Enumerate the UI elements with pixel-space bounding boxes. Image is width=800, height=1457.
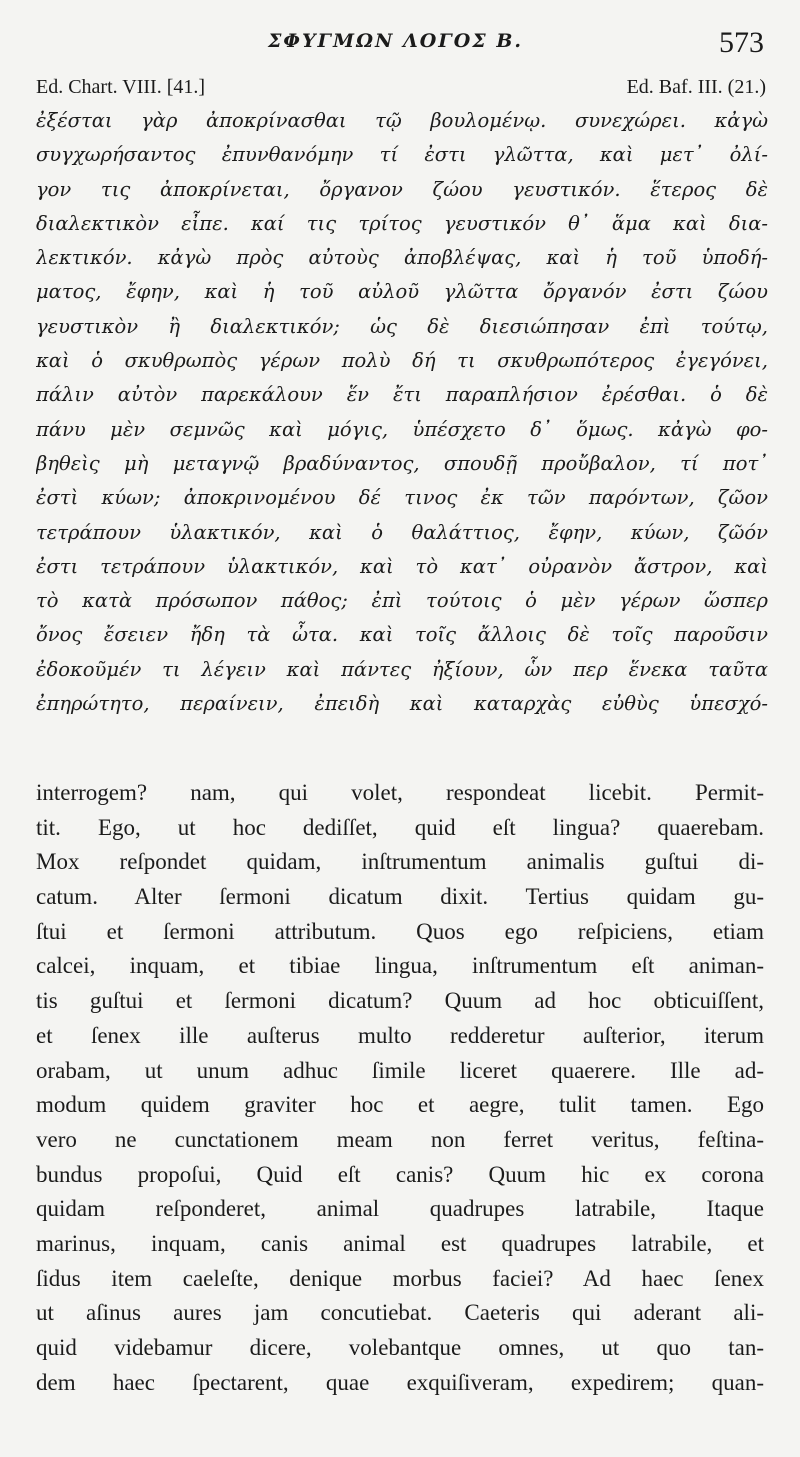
greek-text-line: πάνυ μὲν σεμνῶς καὶ μόγις, ὑπέσχετο δ᾽ ὅμως. κἀγὼ φο- (36, 417, 768, 441)
latin-text-line: calcei, inquam, et tibiae lingua, inſtrumentum eſt animan- (36, 953, 764, 979)
latin-text-line: et ſenex ille auſterus multo redderetur auſterior, iterum (36, 1022, 764, 1048)
greek-text-line: τετράπουν ὑλακτικόν, καὶ ὁ θαλάττιος, ἔφην, κύων, ζῶόν (36, 520, 768, 544)
greek-text-line: ἐδοκοῦμέν τι λέγειν καὶ πάντες ἠξίουν, ὧν περ ἕνεκα ταῦτα (36, 657, 768, 681)
edition-chart-reference: Ed. Chart. VIII. [41.] (36, 76, 206, 98)
edition-basel-reference: Ed. Baf. III. (21.) (626, 76, 766, 98)
latin-text-line: tis guſtui et ſermoni dicatum? Quum ad hoc obticuiſſent, (36, 988, 764, 1014)
latin-text-line: catum. Alter ſermoni dicatum dixit. Tertius quidam gu- (36, 884, 764, 910)
greek-text-line: γευστικὸν ἢ διαλεκτικόν; ὡς δὲ διεσιώπησαν ἐπὶ τούτῳ, (36, 314, 768, 338)
greek-text-line: καὶ ὁ σκυθρωπὸς γέρων πολὺ δή τι σκυθρωπότερος ἐγεγόνει, (36, 349, 768, 373)
page-number: 573 (719, 26, 764, 59)
latin-text-line: marinus, inquam, canis animal est quadrupes latrabile, et (36, 1230, 764, 1256)
greek-text-line: ἐπηρώτητο, περαίνειν, ἐπειδὴ καὶ καταρχὰς εὐθὺς ὑπεσχό- (36, 692, 768, 716)
greek-text-line: διαλεκτικὸν εἶπε. καί τις τρίτος γευστικόν θ᾽ ἅμα καὶ δια- (36, 211, 768, 235)
latin-text-line: quidam reſponderet, animal quadrupes latrabile, Itaque (36, 1196, 764, 1222)
latin-text-line: interrogem? nam, qui volet, respondeat licebit. Permit- (36, 780, 764, 805)
greek-text-line: βηθεὶς μὴ μεταγνῷ βραδύναντος, σπουδῇ προὔβαλον, τί ποτ᾽ (36, 451, 768, 475)
greek-text-line: ἐστι τετράπουν ὑλακτικόν, καὶ τὸ κατ᾽ οὐρανὸν ἄστρον, καὶ (36, 554, 768, 578)
latin-text-line: vero ne cunctationem meam non ferret veritus, feſtina- (36, 1126, 764, 1152)
greek-text-line: ματος, ἔφην, καὶ ἡ τοῦ αὐλοῦ γλῶττα ὄργανόν ἐστι ζώου (36, 280, 768, 304)
greek-text-line: ἐστὶ κύων; ἀποκρινομένου δέ τινος ἐκ τῶν παρόντων, ζῶον (36, 486, 768, 510)
latin-text-line: Mox reſpondet quidam, inſtrumentum animalis guſtui di- (36, 849, 764, 875)
latin-text-line: bundus propoſui, Quid eſt canis? Quum hic ex corona (36, 1161, 764, 1187)
greek-text-line: πάλιν αὐτὸν παρεκάλουν ἕν ἔτι παραπλήσιον ἐρέσθαι. ὁ δὲ (36, 383, 768, 407)
latin-text-line: quid videbamur dicere, volebantque omnes, ut quo tan- (36, 1335, 764, 1360)
latin-text-line: dem haec ſpectarent, quae exquiſiveram, expedirem; quan- (36, 1369, 764, 1395)
latin-text-line: orabam, ut unum adhuc ſimile liceret quaerere. Ille ad- (36, 1057, 764, 1083)
greek-text-block (36, 104, 768, 721)
greek-text-line: συγχωρήσαντος ἐπυνθανόμην τί ἐστι γλῶττα, καὶ μετ᾽ ὀλί- (36, 143, 768, 167)
greek-text-line: ἐξέσται γὰρ ἀποκρίνασθαι τῷ βουλομένῳ. συνεχώρει. κἀγὼ (36, 109, 768, 132)
latin-text-line: ſtui et ſermoni attributum. Quos ego reſpiciens, etiam (36, 918, 764, 944)
latin-text-line: ſidus item caeleſte, denique morbus faciei? Ad haec ſenex (36, 1265, 764, 1291)
greek-text-line: γον τις ἀποκρίνεται, ὄργανον ζώου γευστικόν. ἕτερος δὲ (36, 177, 768, 201)
latin-text-block (36, 776, 764, 1400)
edition-line (36, 76, 766, 102)
running-head-title: ΣΦΥΓΜΩΝ ΛΟΓΟΣ Β. (268, 30, 524, 52)
running-head (0, 26, 800, 60)
greek-text-line: λεκτικόν. κἀγὼ πρὸς αὐτοὺς ἀποβλέψας, καὶ ἡ τοῦ ὑποδή- (36, 246, 768, 270)
latin-text-line: modum quidem graviter hoc et aegre, tulit tamen. Ego (36, 1092, 764, 1118)
latin-text-line: tit. Ego, ut hoc dediſſet, quid eſt lingua? quaerebam. (36, 814, 764, 840)
greek-text-line: τὸ κατὰ πρόσωπον πάθος; ἐπὶ τούτοις ὁ μὲν γέρων ὥσπερ (36, 589, 768, 613)
latin-text-line: ut aſinus aures jam concutiebat. Caeteris qui aderant ali- (36, 1300, 764, 1326)
greek-text-line: ὄνος ἔσειεν ἤδη τὰ ὦτα. καὶ τοῖς ἄλλοις δὲ τοῖς παροῦσιν (36, 623, 768, 647)
